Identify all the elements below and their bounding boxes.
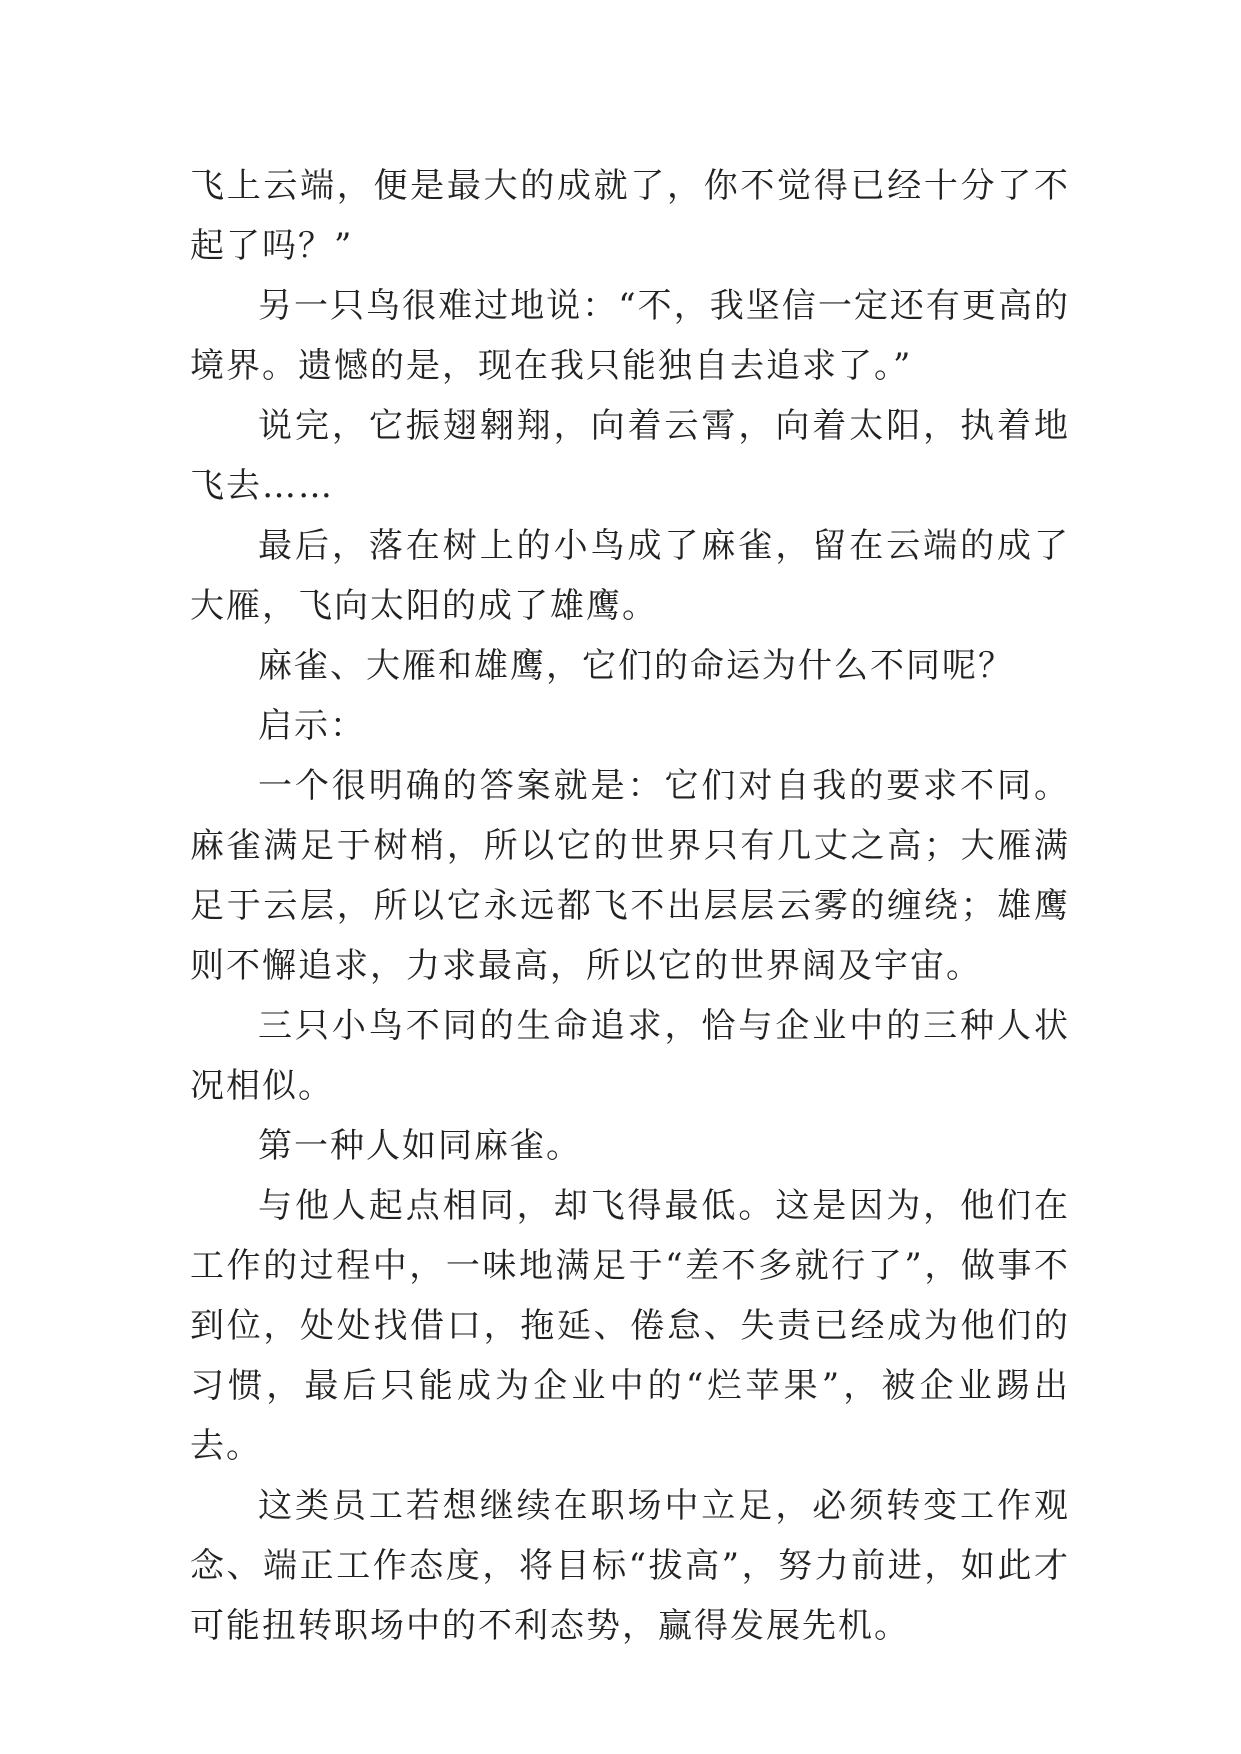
paragraph: 飞上云端，便是最大的成就了，你不觉得已经十分了不起了吗？” (190, 166, 1070, 266)
document-body (190, 156, 1070, 1656)
paragraph: 这类员工若想继续在职场中立足，必须转变工作观念、端正工作态度，将目标“拔高”，努力前进，如此才可能扭转职场中的不利态势，赢得发展先机。 (190, 1486, 1070, 1646)
paragraph: 说完，它振翅翱翔，向着云霄，向着太阳，执着地飞去…… (190, 406, 1070, 506)
paragraph: 最后，落在树上的小鸟成了麻雀，留在云端的成了大雁，飞向太阳的成了雄鹰。 (190, 526, 1070, 626)
paragraph: 与他人起点相同，却飞得最低。这是因为，他们在工作的过程中，一味地满足于“差不多就行了”，做事不到位，处处找借口，拖延、倦怠、失责已经成为他们的习惯，最后只能成为企业中的“烂苹果”，被企业踢出去。 (190, 1186, 1070, 1466)
paragraph: 麻雀、大雁和雄鹰，它们的命运为什么不同呢？ (258, 646, 1014, 686)
paragraph: 第一种人如同麻雀。 (258, 1126, 582, 1166)
paragraph: 三只小鸟不同的生命追求，恰与企业中的三种人状况相似。 (190, 1006, 1070, 1106)
paragraph: 一个很明确的答案就是：它们对自我的要求不同。麻雀满足于树梢，所以它的世界只有几丈之高；大雁满足于云层，所以它永远都飞不出层层云雾的缠绕；雄鹰则不懈追求，力求最高，所以它的世界阔及宇宙。 (190, 766, 1070, 986)
paragraph: 另一只鸟很难过地说：“不，我坚信一定还有更高的境界。遗憾的是，现在我只能独自去追求了。” (190, 286, 1070, 386)
paragraph: 启示： (258, 706, 366, 746)
